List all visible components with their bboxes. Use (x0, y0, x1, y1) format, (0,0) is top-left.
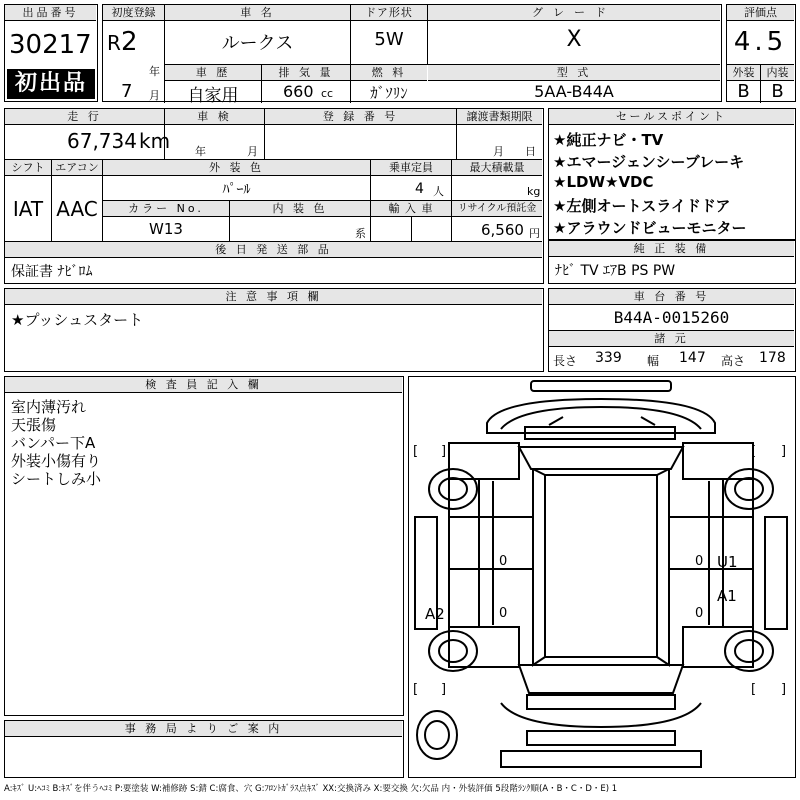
svg-text:]: ] (441, 682, 447, 697)
mileage-label: 走 行 (5, 109, 164, 125)
genuine-equipment: ﾅﾋﾞ TV ｴｱB PS PW (555, 263, 676, 279)
max-load-unit: kg (527, 185, 541, 198)
sales-point-item: ★LDW★VDC (553, 173, 654, 191)
lot-number-box (4, 4, 98, 102)
vehicle-info-grid (102, 4, 722, 106)
inspector-line: バンパー下A (11, 434, 96, 452)
int-color-label: 内 装 色 (230, 201, 370, 217)
svg-text:[: [ (413, 682, 419, 697)
inspector-line: 室内薄汚れ (11, 398, 87, 416)
width: 147 (679, 350, 706, 366)
recycle-unit: 円 (529, 227, 540, 240)
office-label: 事 務 局 よ り ご 案 内 (5, 721, 402, 737)
model-label: 型 式 (428, 65, 720, 81)
legend-footer: A:ｷｽﾞ U:ﾍｺﾐ B:ｷｽﾞを伴うﾍｺﾐ P:要塗装 W:補修跡 S:錆 C:腐食、穴 G:ﾌﾛﾝﾄｶﾞﾗｽ点ｷｽﾞ XX:交換済み X:要交換 欠:欠品 内・外装評価 5段階ﾗﾝｸ順(A・B・C・D・E) 1 (4, 784, 618, 794)
shift-label: シフト (5, 160, 51, 176)
svg-text:]: ] (781, 682, 787, 697)
displacement-label: 排 気 量 (262, 65, 350, 81)
notes-label: 注 意 事 項 欄 (5, 289, 542, 305)
door-label: ドア形状 (351, 5, 427, 21)
height-label: 高さ (721, 354, 746, 368)
length: 339 (595, 350, 622, 366)
damage-mark-a2: A2 (425, 605, 445, 623)
history-label: 車 歴 (165, 65, 261, 81)
damage-mark-a1: A1 (717, 587, 737, 605)
ext-color: ﾊﾟｰﾙ (222, 182, 251, 198)
inspection-year-unit: 年 (195, 145, 206, 158)
ac-label: エアコン (52, 160, 102, 176)
max-load-label: 最大積載量 (452, 160, 542, 176)
int-color-unit: 系 (355, 227, 366, 240)
era: R (107, 31, 121, 55)
inspection-month-unit: 月 (247, 145, 258, 158)
capacity-label: 乗車定員 (371, 160, 451, 176)
later-parts: 保証書 ﾅﾋﾞﾛﾑ (11, 264, 93, 280)
svg-text:0: 0 (499, 606, 508, 621)
svg-text:]: ] (441, 444, 447, 459)
doc-deadline-label: 譲渡書類期限 (457, 109, 542, 125)
chassis-number: B44A-0015260 (613, 308, 730, 327)
svg-text:0: 0 (695, 606, 704, 621)
year-unit: 年 (149, 65, 160, 78)
color-no-label: カラー No. (103, 201, 229, 217)
sales-point-item: ★純正ナビ・TV (553, 131, 664, 149)
inspector-line: 外装小傷有り (11, 452, 102, 470)
recycle-amount: 6,560 (481, 221, 524, 239)
capacity-unit: 人 (433, 185, 444, 198)
color-no: W13 (149, 220, 183, 238)
sales-points-box (548, 108, 796, 240)
fuel-label: 燃 料 (351, 65, 427, 81)
car-name: ルークス (221, 33, 294, 54)
first-reg-year: 2 (121, 27, 138, 57)
capacity: 4 (415, 181, 424, 197)
score-box (726, 4, 796, 102)
first-listing-badge: 初出品 (7, 69, 95, 99)
grade: X (566, 27, 582, 52)
car-diagram-box (408, 376, 796, 778)
displacement: 660 (283, 82, 314, 101)
displacement-unit: cc (321, 87, 334, 100)
office-box (4, 720, 404, 778)
car-name-label: 車 名 (165, 5, 350, 21)
genuine-equipment-box (548, 240, 796, 284)
length-label: 長さ (553, 354, 578, 368)
genuine-label: 純 正 装 備 (549, 241, 794, 257)
svg-text:0: 0 (695, 554, 704, 569)
recycle-label: リサイクル預託金 (452, 201, 542, 217)
inspector-line: シートしみ小 (11, 470, 102, 488)
mileage-unit: km (139, 129, 171, 153)
doc-month-unit: 月 (493, 145, 504, 158)
height: 178 (759, 350, 786, 366)
model: 5AA-B44A (534, 82, 614, 101)
svg-text:[: [ (751, 444, 757, 459)
width-label: 幅 (647, 354, 660, 368)
first-reg-label: 初度登録 (103, 5, 164, 21)
score: 4.5 (733, 27, 788, 57)
svg-text:]: ] (781, 444, 787, 459)
score-label: 評価点 (727, 5, 794, 21)
svg-text:0: 0 (499, 554, 508, 569)
inspector-box (4, 376, 404, 716)
svg-text:[: [ (751, 682, 757, 697)
inspection-label: 車 検 (165, 109, 264, 125)
ext-color-label: 外 装 色 (103, 160, 370, 176)
doc-day-unit: 日 (525, 145, 536, 158)
interior-label: 内装 (761, 65, 794, 81)
inspector-line: 天張傷 (11, 416, 57, 434)
sales-point-item: ★左側オートスライドドア (553, 197, 731, 215)
history: 自家用 (187, 86, 239, 106)
later-parts-label: 後 日 発 送 部 品 (5, 242, 542, 258)
sales-points-label: セールスポイント (549, 109, 794, 125)
sales-point-item: ★アラウンドビューモニター (553, 219, 747, 237)
damage-mark-u1: U1 (717, 553, 738, 571)
mileage-box (4, 108, 544, 284)
first-reg-month: 7 (121, 81, 133, 102)
fuel: ｶﾞｿﾘﾝ (370, 84, 408, 102)
notes-text: ★プッシュスタート (11, 311, 144, 329)
grade-label: グレード (428, 5, 720, 21)
month-unit: 月 (149, 89, 160, 102)
lot-number: 30217 (9, 30, 92, 60)
notes-box (4, 288, 544, 372)
car-diagram (409, 377, 794, 776)
shift: IAT (12, 197, 44, 221)
inspector-label: 検 査 員 記 入 欄 (5, 377, 402, 393)
exterior-score: B (737, 81, 750, 102)
interior-score: B (771, 81, 784, 102)
dims-label: 諸 元 (549, 331, 794, 347)
import-label: 輸 入 車 (371, 201, 451, 217)
chassis-box (548, 288, 796, 372)
lot-number-label: 出品番号 (5, 5, 96, 21)
reg-no-label: 登 録 番 号 (265, 109, 456, 125)
ac: AAC (56, 197, 98, 221)
exterior-label: 外装 (727, 65, 760, 81)
svg-text:[: [ (413, 444, 419, 459)
chassis-label: 車 台 番 号 (549, 289, 794, 305)
door-type: 5W (374, 29, 404, 50)
mileage: 67,734 (67, 129, 137, 153)
sales-point-item: ★エマージェンシーブレーキ (553, 153, 745, 171)
